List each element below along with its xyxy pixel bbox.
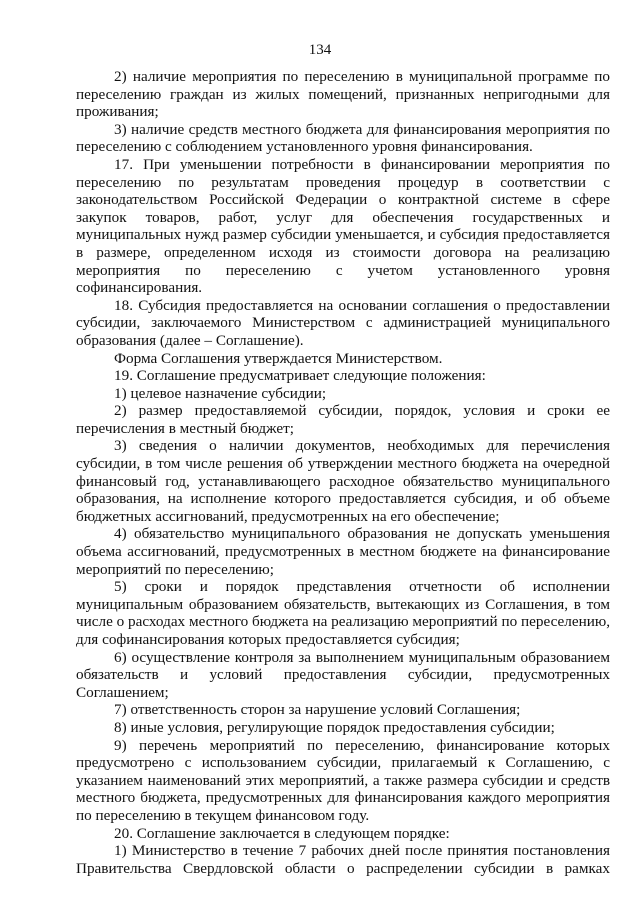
paragraph: 17. При уменьшении потребности в финансировании мероприятия по переселению по результатам проведения процедур в соответствии с законодательством Российской Федерации о контрактной системе в сфере закупок товаров, работ, услуг для обеспечения государственных и муниципальных нужд размер субсидии уменьшается, и субсидия предоставляется в размере, определенном исходя из стоимости договора на реализацию мероприятия по переселению с учетом установленного уровня софинансирования. [76, 155, 610, 297]
page-number: 134 [308, 42, 332, 58]
paragraph: Форма Соглашения утверждается Министерством. [114, 349, 443, 367]
paragraph: 9) перечень мероприятий по переселению, финансирование которых предусмотрено с использованием субсидии, прилагаемый к Соглашению, с указанием наименований этих мероприятий, а также размера субсидии и средств местного бюджета, предусмотренных для финансирования каждого мероприятия по переселению в текущем финансовом году. [76, 736, 610, 824]
paragraph: 7) ответственность сторон за нарушение условий Соглашения; [114, 701, 521, 719]
paragraph: 1) Министерство в течение 7 рабочих дней после принятия постановления Правительства Свердловской области о распределении субсидии в рамках [76, 842, 610, 877]
paragraph: 4) обязательство муниципального образования не допускать уменьшения объема ассигнований, предусмотренных в местном бюджете на финансирование мероприятий по переселению; [76, 525, 610, 578]
paragraph: 5) сроки и порядок представления отчетности об исполнении муниципальным образованием обязательств, вытекающих из Соглашения, в том числе о расходах местного бюджета на реализацию мероприятий по переселению, для софинансирования которых предоставляется субсидия; [76, 578, 610, 648]
paragraph: 3) наличие средств местного бюджета для финансирования мероприятия по переселению с соблюдением установленного уровня финансирования. [76, 120, 610, 156]
paragraph: 20. Соглашение заключается в следующем порядке: [114, 824, 450, 842]
document-body [76, 68, 610, 877]
paragraph: 8) иные условия, регулирующие порядок предоставления субсидии; [114, 718, 555, 736]
paragraph: 18. Субсидия предоставляется на основании соглашения о предоставлении субсидии, заключаемого Министерством с администрацией муниципального образования (далее – Соглашение). [76, 296, 610, 349]
paragraph: 2) размер предоставляемой субсидии, порядок, условия и сроки ее перечисления в местный бюджет; [76, 402, 610, 437]
paragraph: 2) наличие мероприятия по переселению в муниципальной программе по переселению граждан из жилых помещений, признанных непригодными для проживания; [76, 68, 610, 121]
paragraph: 6) осуществление контроля за выполнением муниципальным образованием обязательств и условий предоставления субсидии, предусмотренных Соглашением; [76, 648, 610, 701]
paragraph: 19. Соглашение предусматривает следующие положения: [114, 367, 486, 385]
paragraph: 1) целевое назначение субсидии; [114, 384, 327, 402]
paragraph: 3) сведения о наличии документов, необходимых для перечисления субсидии, в том числе решения об утверждении местного бюджета на очередной финансовый год, устанавливающего расходное обязательство муниципального образования, на исполнение которого предоставляется субсидия, и об объеме бюджетных ассигнований, предусмотренных на его обеспечение; [76, 437, 610, 525]
